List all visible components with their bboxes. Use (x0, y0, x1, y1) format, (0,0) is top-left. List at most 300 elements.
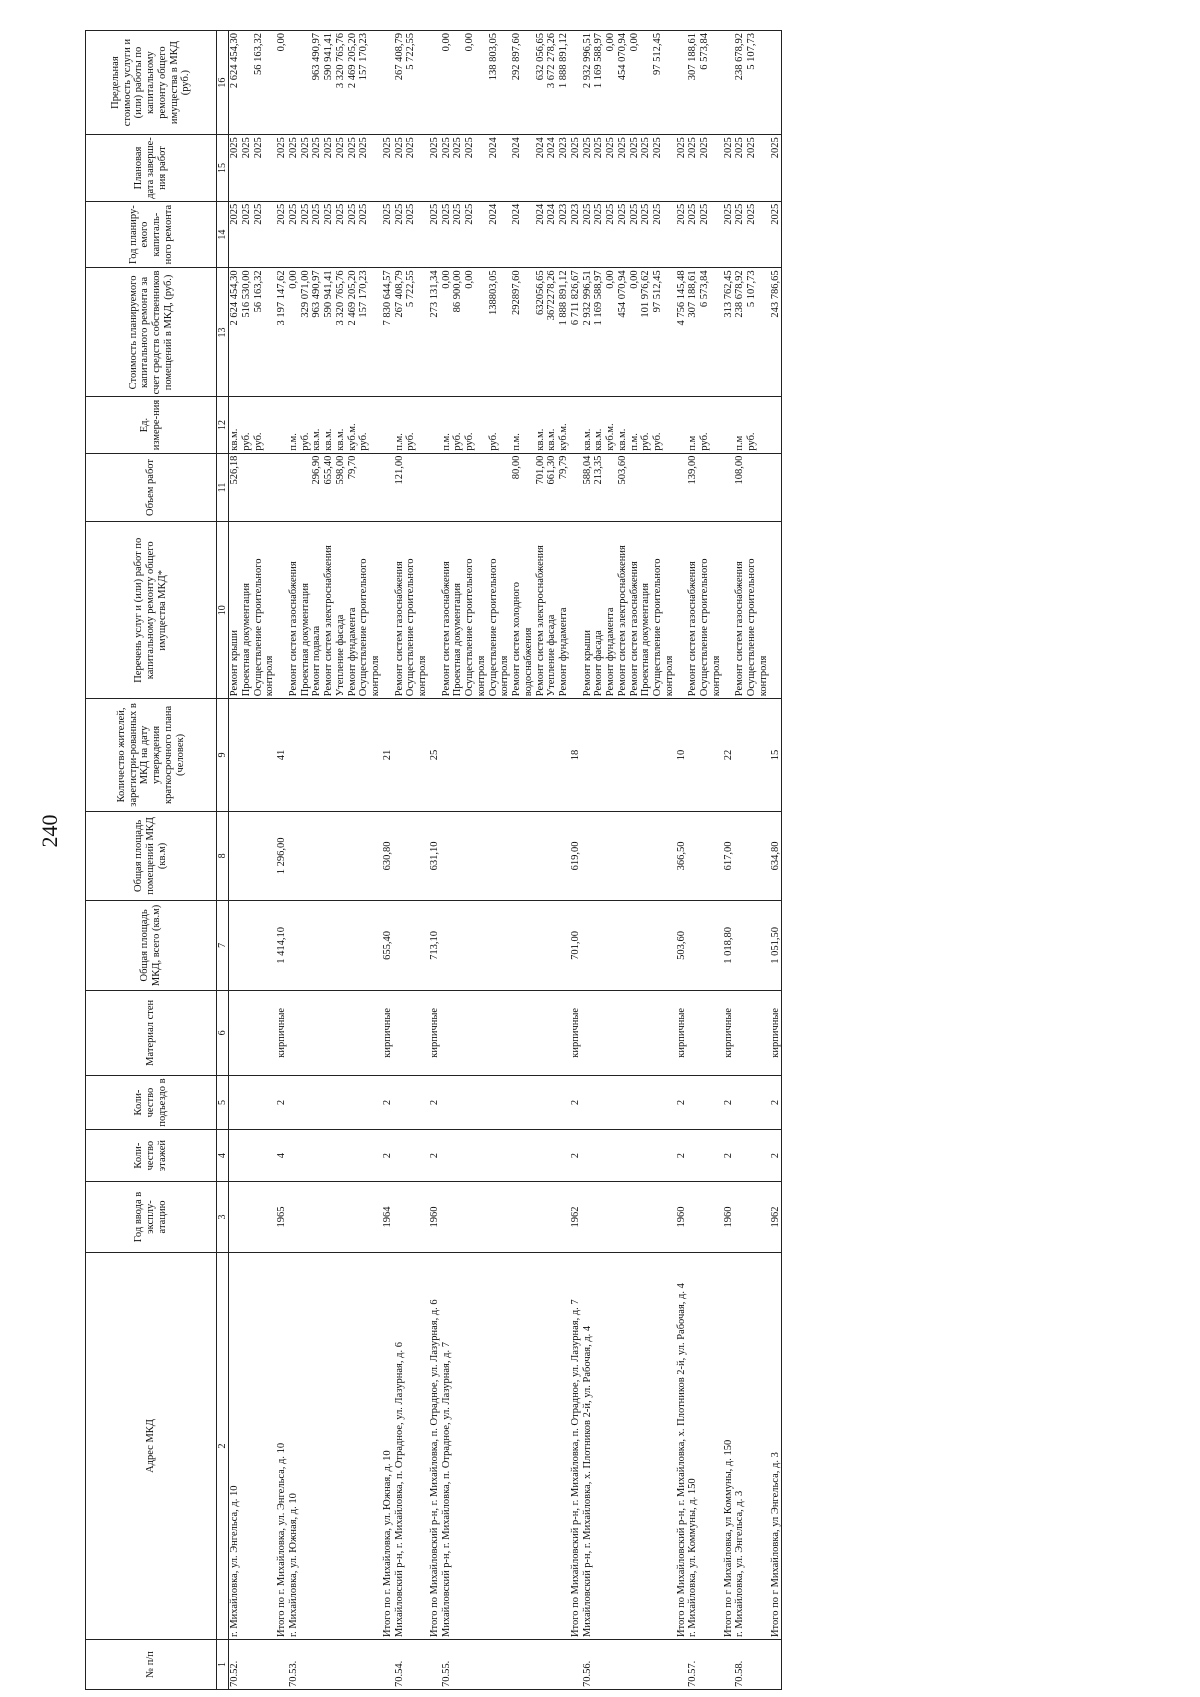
residents-cell (405, 699, 429, 811)
table-row (452, 31, 464, 1690)
work-volume-cell (629, 453, 641, 522)
limit-cost-cell (452, 31, 464, 135)
row-number (323, 1640, 335, 1690)
table-row (640, 31, 652, 1690)
unit-cell: руб. (699, 397, 723, 453)
rotated-table-sheet (85, 30, 1200, 1690)
header-cell: Коли-чество подъездо в (86, 1075, 217, 1129)
completion-date-cell: 2025 (229, 135, 241, 202)
work-type-cell (429, 522, 441, 699)
total-area-cell (535, 901, 547, 991)
address-cell (640, 1252, 652, 1639)
completion-date-cell: 2025 (452, 135, 464, 202)
wall-material-cell (734, 990, 746, 1075)
repair-year-cell: 2025 (441, 201, 453, 268)
work-type-cell: Ремонт систем электроснабжения (323, 522, 335, 699)
table-row (488, 31, 512, 1690)
floors-cell (699, 1130, 723, 1182)
column-number: 13 (217, 268, 229, 397)
premises-area-cell (241, 811, 253, 901)
entrances-cell (699, 1075, 723, 1129)
work-volume-cell: 108,00 (734, 453, 746, 522)
wall-material-cell (335, 990, 347, 1075)
unit-cell: руб. (452, 397, 464, 453)
row-number (699, 1640, 723, 1690)
limit-cost-cell: 3 320 765,76 (335, 31, 347, 135)
unit-cell: руб. (253, 397, 277, 453)
residents-cell: 25 (429, 699, 441, 811)
repair-year-cell: 2025 (253, 201, 277, 268)
residents-cell: 15 (770, 699, 782, 811)
limit-cost-cell: 632 056,65 (535, 31, 547, 135)
entrances-cell (593, 1075, 605, 1129)
total-area-cell (347, 901, 359, 991)
address-cell: Михайловский р-н, г. Михайловка, п. Отрадное, ул. Лазурная, д. 6 (394, 1252, 406, 1639)
work-type-cell: Ремонт крыши (582, 522, 594, 699)
entrances-cell (464, 1075, 488, 1129)
unit-cell: куб.м. (347, 397, 359, 453)
limit-cost-cell: 2 932 996,51 (582, 31, 594, 135)
cost-cell: 632056,65 (535, 268, 547, 397)
premises-area-cell: 617,00 (723, 811, 735, 901)
year-built-cell: 1962 (570, 1182, 582, 1253)
entrances-cell (441, 1075, 453, 1129)
wall-material-cell (617, 990, 629, 1075)
premises-area-cell (464, 811, 488, 901)
work-volume-cell (452, 453, 464, 522)
unit-cell (276, 397, 288, 453)
year-built-cell (229, 1182, 241, 1253)
row-number (429, 1640, 441, 1690)
year-built-cell (335, 1182, 347, 1253)
repair-year-cell: 2025 (770, 201, 782, 268)
total-area-cell: 1 018,80 (723, 901, 735, 991)
total-area-cell: 1 414,10 (276, 901, 288, 991)
row-number (617, 1640, 629, 1690)
repair-year-cell: 2025 (593, 201, 605, 268)
address-cell: Итого по г Михайловка, ул Коммуны, д. 150 (723, 1252, 735, 1639)
total-area-cell (311, 901, 323, 991)
address-cell (746, 1252, 770, 1639)
table-row (593, 31, 605, 1690)
row-number (488, 1640, 512, 1690)
completion-date-cell: 2025 (441, 135, 453, 202)
entrances-cell (687, 1075, 699, 1129)
unit-cell: руб. (300, 397, 312, 453)
premises-area-cell (546, 811, 558, 901)
wall-material-cell (464, 990, 488, 1075)
address-cell: г. Михайловка, ул. Южная, д. 10 (288, 1252, 300, 1639)
completion-date-cell: 2025 (617, 135, 629, 202)
residents-cell: 21 (382, 699, 394, 811)
entrances-cell (734, 1075, 746, 1129)
unit-cell: кв.м. (323, 397, 335, 453)
work-type-cell: Осуществление строительного контроля (253, 522, 277, 699)
year-built-cell (582, 1182, 594, 1253)
entrances-cell: 2 (382, 1075, 394, 1129)
limit-cost-cell: 3 672 278,26 (546, 31, 558, 135)
cost-cell: 313 762,45 (723, 268, 735, 397)
entrances-cell (300, 1075, 312, 1129)
wall-material-cell (241, 990, 253, 1075)
wall-material-cell (405, 990, 429, 1075)
work-type-cell: Ремонт фундамента (605, 522, 617, 699)
premises-area-cell (605, 811, 617, 901)
completion-date-cell: 2025 (464, 135, 488, 202)
work-type-cell: Ремонт систем газоснабжения (687, 522, 699, 699)
limit-cost-cell: 590 941,41 (323, 31, 335, 135)
work-volume-cell (652, 453, 676, 522)
cost-cell: 0,00 (288, 268, 300, 397)
wall-material-cell (699, 990, 723, 1075)
work-type-cell (770, 522, 782, 699)
work-volume-cell: 655,40 (323, 453, 335, 522)
limit-cost-cell (770, 31, 782, 135)
floors-cell (652, 1130, 676, 1182)
column-number: 14 (217, 201, 229, 268)
row-number (558, 1640, 570, 1690)
row-number (405, 1640, 429, 1690)
row-number (241, 1640, 253, 1690)
work-volume-cell (241, 453, 253, 522)
limit-cost-cell (288, 31, 300, 135)
cost-cell: 0,00 (464, 268, 488, 397)
cost-cell: 157 170,23 (358, 268, 382, 397)
wall-material-cell: кирпичные (770, 990, 782, 1075)
header-cell: Год ввода в эксплу-атацию (86, 1182, 217, 1253)
entrances-cell: 2 (276, 1075, 288, 1129)
unit-cell: кв.м. (593, 397, 605, 453)
residents-cell (687, 699, 699, 811)
completion-date-cell: 2025 (358, 135, 382, 202)
residents-cell (629, 699, 641, 811)
premises-area-cell (311, 811, 323, 901)
total-area-cell (617, 901, 629, 991)
completion-date-cell: 2025 (323, 135, 335, 202)
wall-material-cell (535, 990, 547, 1075)
entrances-cell (558, 1075, 570, 1129)
work-type-cell: Осуществление строительного контроля (405, 522, 429, 699)
header-cell: Общая площадь МКД, всего (кв.м) (86, 901, 217, 991)
row-number (452, 1640, 464, 1690)
year-built-cell (687, 1182, 699, 1253)
address-cell (253, 1252, 277, 1639)
cost-cell: 238 678,92 (734, 268, 746, 397)
entrances-cell (640, 1075, 652, 1129)
unit-cell: куб.м. (558, 397, 570, 453)
total-area-cell (253, 901, 277, 991)
work-volume-cell (253, 453, 277, 522)
total-area-cell (300, 901, 312, 991)
cost-cell: 3672278,26 (546, 268, 558, 397)
address-cell (335, 1252, 347, 1639)
total-area-cell (605, 901, 617, 991)
total-area-cell (358, 901, 382, 991)
total-area-cell (558, 901, 570, 991)
entrances-cell (405, 1075, 429, 1129)
address-cell (629, 1252, 641, 1639)
header-cell: Количество жителей, зарегистри-рованных в МКД на дату утверждения краткосрочного плана (человек) (86, 699, 217, 811)
address-cell (405, 1252, 429, 1639)
total-area-cell (229, 901, 241, 991)
repair-year-cell: 2025 (405, 201, 429, 268)
work-volume-cell: 296,90 (311, 453, 323, 522)
table-body (229, 31, 782, 1690)
address-cell: Итого по г Михайловка, ул Энгельса, д. 3 (770, 1252, 782, 1639)
limit-cost-cell: 307 188,61 (687, 31, 699, 135)
year-built-cell (629, 1182, 641, 1253)
entrances-cell (535, 1075, 547, 1129)
limit-cost-cell (382, 31, 394, 135)
repair-year-cell: 2023 (558, 201, 570, 268)
completion-date-cell: 2025 (582, 135, 594, 202)
column-number-row (217, 31, 229, 1690)
header-cell: Материал стен (86, 990, 217, 1075)
limit-cost-cell (640, 31, 652, 135)
limit-cost-cell: 0,00 (629, 31, 641, 135)
address-cell: г. Михайловка, ул. Коммуны, д. 150 (687, 1252, 699, 1639)
unit-cell: п.м. (511, 397, 535, 453)
premises-area-cell (323, 811, 335, 901)
cost-cell: 590 941,41 (323, 268, 335, 397)
table-row (570, 31, 582, 1690)
address-cell (488, 1252, 512, 1639)
year-built-cell (241, 1182, 253, 1253)
floors-cell (335, 1130, 347, 1182)
column-number: 3 (217, 1182, 229, 1253)
floors-cell: 2 (770, 1130, 782, 1182)
year-built-cell (358, 1182, 382, 1253)
cost-cell: 1 888 891,12 (558, 268, 570, 397)
address-cell (605, 1252, 617, 1639)
work-type-cell (570, 522, 582, 699)
address-cell (347, 1252, 359, 1639)
repair-year-cell: 2025 (452, 201, 464, 268)
residents-cell: 18 (570, 699, 582, 811)
completion-date-cell: 2024 (546, 135, 558, 202)
address-cell (300, 1252, 312, 1639)
work-volume-cell (464, 453, 488, 522)
entrances-cell (253, 1075, 277, 1129)
total-area-cell (288, 901, 300, 991)
unit-cell: кв.м. (535, 397, 547, 453)
cost-cell: 4 756 145,48 (676, 268, 688, 397)
column-number: 11 (217, 453, 229, 522)
repair-year-cell: 2025 (746, 201, 770, 268)
floors-cell (535, 1130, 547, 1182)
cost-cell: 963 490,97 (311, 268, 323, 397)
row-number: 70.58. (734, 1640, 746, 1690)
floors-cell (617, 1130, 629, 1182)
repair-year-cell: 2025 (394, 201, 406, 268)
row-number (746, 1640, 770, 1690)
work-type-cell: Ремонт фундамента (347, 522, 359, 699)
row-number: 70.52. (229, 1640, 241, 1690)
repair-year-cell: 2025 (676, 201, 688, 268)
completion-date-cell: 2025 (640, 135, 652, 202)
completion-date-cell: 2025 (347, 135, 359, 202)
total-area-cell (687, 901, 699, 991)
floors-cell (358, 1130, 382, 1182)
entrances-cell (511, 1075, 535, 1129)
work-volume-cell (770, 453, 782, 522)
work-type-cell (276, 522, 288, 699)
header-cell: Год планиру-емого капиталь-ного ремонта (86, 201, 217, 268)
cost-cell: 307 188,61 (687, 268, 699, 397)
limit-cost-cell (241, 31, 253, 135)
work-volume-cell (441, 453, 453, 522)
wall-material-cell (546, 990, 558, 1075)
residents-cell (464, 699, 488, 811)
cost-cell: 329 071,00 (300, 268, 312, 397)
column-number: 16 (217, 31, 229, 135)
wall-material-cell: кирпичные (723, 990, 735, 1075)
floors-cell (288, 1130, 300, 1182)
residents-cell: 41 (276, 699, 288, 811)
total-area-cell (734, 901, 746, 991)
work-type-cell: Ремонт подвала (311, 522, 323, 699)
entrances-cell (452, 1075, 464, 1129)
address-cell: Итого по Михайловский р-н, г. Михайловка, п. Отрадное, ул. Лазурная, д. 6 (429, 1252, 441, 1639)
address-cell (558, 1252, 570, 1639)
residents-cell (546, 699, 558, 811)
address-cell (452, 1252, 464, 1639)
cost-cell: 138803,05 (488, 268, 512, 397)
repair-year-cell: 2025 (723, 201, 735, 268)
table-row (652, 31, 676, 1690)
cost-cell: 7 830 644,57 (382, 268, 394, 397)
residents-cell (734, 699, 746, 811)
floors-cell (593, 1130, 605, 1182)
address-cell (358, 1252, 382, 1639)
completion-date-cell: 2025 (676, 135, 688, 202)
floors-cell (605, 1130, 617, 1182)
work-volume-cell (640, 453, 652, 522)
work-volume-cell (488, 453, 512, 522)
premises-area-cell (253, 811, 277, 901)
floors-cell (629, 1130, 641, 1182)
limit-cost-cell: 454 070,94 (617, 31, 629, 135)
work-volume-cell: 503,60 (617, 453, 629, 522)
residents-cell (652, 699, 676, 811)
entrances-cell (229, 1075, 241, 1129)
row-number (629, 1640, 641, 1690)
total-area-cell (488, 901, 512, 991)
wall-material-cell (746, 990, 770, 1075)
entrances-cell: 2 (429, 1075, 441, 1129)
address-cell: Михайловский р-н, г. Михайловка, п. Отрадное, ул. Лазурная, д. 7 (441, 1252, 453, 1639)
completion-date-cell: 2025 (429, 135, 441, 202)
address-cell: г. Михайловка, ул. Энгельса, д. 10 (229, 1252, 241, 1639)
entrances-cell: 2 (770, 1075, 782, 1129)
year-built-cell (511, 1182, 535, 1253)
table-row (347, 31, 359, 1690)
limit-cost-cell: 1 888 891,12 (558, 31, 570, 135)
repair-year-cell: 2025 (652, 201, 676, 268)
repair-year-cell: 2025 (687, 201, 699, 268)
table-row (394, 31, 406, 1690)
wall-material-cell (288, 990, 300, 1075)
wall-material-cell (687, 990, 699, 1075)
cost-cell: 86 900,00 (452, 268, 464, 397)
floors-cell (441, 1130, 453, 1182)
total-area-cell (746, 901, 770, 991)
limit-cost-cell: 0,00 (605, 31, 617, 135)
floors-cell (311, 1130, 323, 1182)
floors-cell (394, 1130, 406, 1182)
table-row (276, 31, 288, 1690)
table-row (382, 31, 394, 1690)
completion-date-cell: 2025 (253, 135, 277, 202)
table-row (358, 31, 382, 1690)
address-cell (535, 1252, 547, 1639)
wall-material-cell (253, 990, 277, 1075)
limit-cost-cell: 1 169 588,97 (593, 31, 605, 135)
row-number: 70.57. (687, 1640, 699, 1690)
year-built-cell (300, 1182, 312, 1253)
table-row (770, 31, 782, 1690)
cost-cell: 292897,60 (511, 268, 535, 397)
work-volume-cell (746, 453, 770, 522)
cost-cell: 5 107,73 (746, 268, 770, 397)
residents-cell (394, 699, 406, 811)
entrances-cell (311, 1075, 323, 1129)
work-type-cell: Ремонт систем газоснабжения (288, 522, 300, 699)
total-area-cell (452, 901, 464, 991)
work-volume-cell (300, 453, 312, 522)
page-number: 240 (37, 814, 62, 848)
table-row (629, 31, 641, 1690)
floors-cell (405, 1130, 429, 1182)
address-cell: Итого по г. Михайловка, ул. Энгельса, д. 10 (276, 1252, 288, 1639)
table-row (441, 31, 453, 1690)
table-row (617, 31, 629, 1690)
total-area-cell (441, 901, 453, 991)
unit-cell: п.м. (629, 397, 641, 453)
residents-cell (441, 699, 453, 811)
column-number: 9 (217, 699, 229, 811)
floors-cell (241, 1130, 253, 1182)
entrances-cell (617, 1075, 629, 1129)
premises-area-cell (488, 811, 512, 901)
year-built-cell (323, 1182, 335, 1253)
completion-date-cell: 2025 (629, 135, 641, 202)
year-built-cell (464, 1182, 488, 1253)
premises-area-cell (734, 811, 746, 901)
repair-plan-table (85, 30, 782, 1690)
completion-date-cell: 2024 (511, 135, 535, 202)
premises-area-cell: 634,80 (770, 811, 782, 901)
limit-cost-cell: 267 408,79 (394, 31, 406, 135)
repair-year-cell: 2025 (229, 201, 241, 268)
residents-cell (452, 699, 464, 811)
row-number (511, 1640, 535, 1690)
work-volume-cell: 139,00 (687, 453, 699, 522)
entrances-cell (288, 1075, 300, 1129)
work-volume-cell: 80,00 (511, 453, 535, 522)
row-number (253, 1640, 277, 1690)
unit-cell: кв.м. (582, 397, 594, 453)
address-cell (652, 1252, 676, 1639)
repair-year-cell: 2025 (323, 201, 335, 268)
limit-cost-cell: 0,00 (464, 31, 488, 135)
year-built-cell (405, 1182, 429, 1253)
wall-material-cell (311, 990, 323, 1075)
work-type-cell: Ремонт фасада (593, 522, 605, 699)
table-row (676, 31, 688, 1690)
row-number (605, 1640, 617, 1690)
residents-cell (582, 699, 594, 811)
